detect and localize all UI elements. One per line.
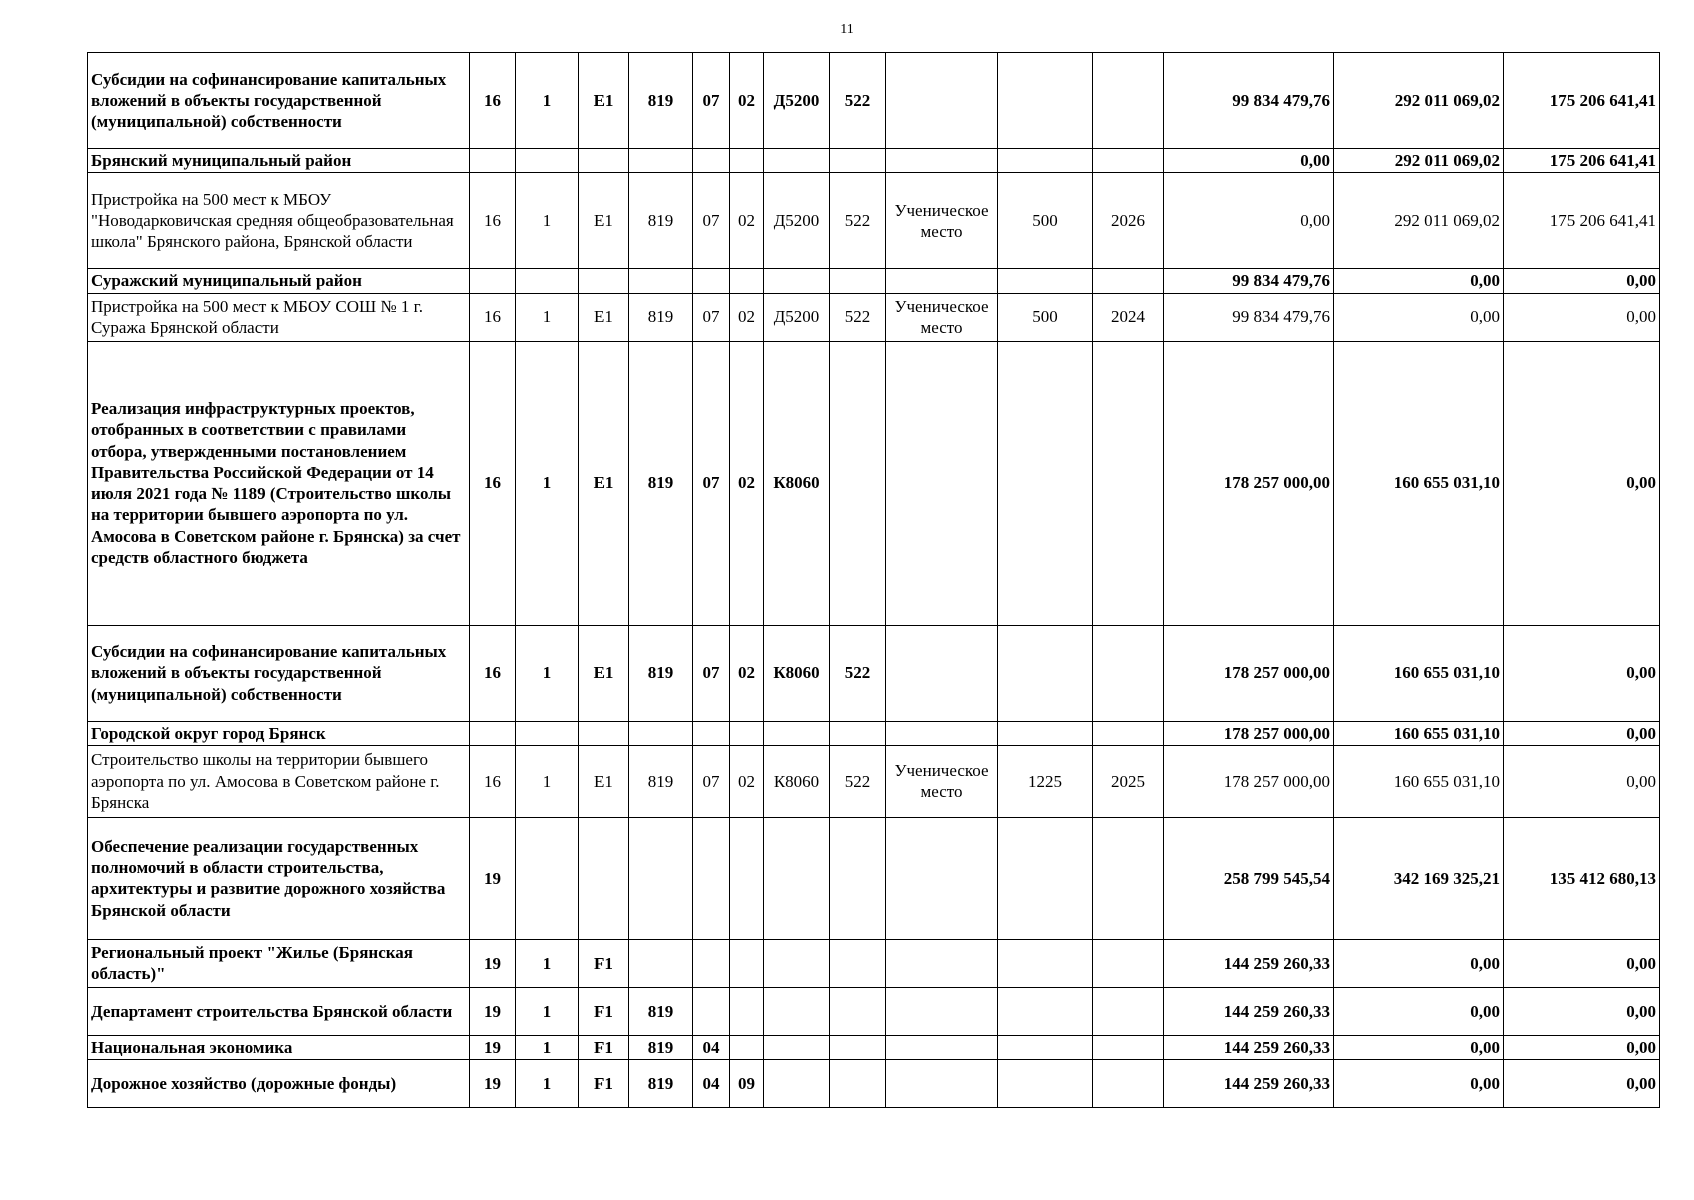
code-section-cell: 07 xyxy=(693,745,730,817)
amount-year-1-cell: 99 834 479,76 xyxy=(1164,53,1334,149)
code-program-cell: 16 xyxy=(470,293,516,341)
code-project-cell: Е1 xyxy=(579,341,629,625)
code-subsection-cell: 02 xyxy=(730,293,764,341)
code-program-cell: 19 xyxy=(470,1035,516,1059)
code-subprogram-cell: 1 xyxy=(516,53,579,149)
capacity-cell xyxy=(998,625,1093,721)
table-row xyxy=(88,1035,1660,1059)
code-ministry-cell xyxy=(629,817,693,939)
code-section-cell xyxy=(693,817,730,939)
amount-year-3-cell: 0,00 xyxy=(1504,721,1660,745)
unit-of-measure-cell xyxy=(886,1035,998,1059)
table-row xyxy=(88,1060,1660,1108)
code-project-cell: Е1 xyxy=(579,745,629,817)
unit-of-measure-cell xyxy=(886,625,998,721)
code-project-cell xyxy=(579,149,629,173)
amount-year-2-cell: 0,00 xyxy=(1334,269,1504,293)
code-program-cell: 16 xyxy=(470,173,516,269)
unit-of-measure-cell xyxy=(886,341,998,625)
table-row xyxy=(88,939,1660,987)
code-subsection-cell: 02 xyxy=(730,53,764,149)
code-subsection-cell xyxy=(730,269,764,293)
row-name-cell: Реализация инфраструктурных проектов, отобранных в соответствии с правилами отбора, утвержденными постановлением Правительства Российской Федерации от 14 июля 2021 года № 1189 (Строительство школы на территории бывшего аэропорта по ул. Амосова в Советском районе г. Брянска) за счет средств областного бюджета xyxy=(88,341,470,625)
amount-year-1-cell: 0,00 xyxy=(1164,173,1334,269)
amount-year-1-cell: 144 259 260,33 xyxy=(1164,1060,1334,1108)
commission-year-cell xyxy=(1093,625,1164,721)
amount-year-1-cell: 178 257 000,00 xyxy=(1164,745,1334,817)
unit-of-measure-cell: Ученическое место xyxy=(886,293,998,341)
unit-of-measure-cell xyxy=(886,721,998,745)
table-row xyxy=(88,987,1660,1035)
row-name-cell: Городской округ город Брянск xyxy=(88,721,470,745)
amount-year-3-cell: 0,00 xyxy=(1504,341,1660,625)
amount-year-1-cell: 178 257 000,00 xyxy=(1164,625,1334,721)
amount-year-2-cell: 160 655 031,10 xyxy=(1334,745,1504,817)
code-subsection-cell: 02 xyxy=(730,625,764,721)
code-target-cell xyxy=(764,987,830,1035)
capacity-cell xyxy=(998,817,1093,939)
code-subprogram-cell: 1 xyxy=(516,173,579,269)
commission-year-cell xyxy=(1093,341,1164,625)
code-section-cell: 04 xyxy=(693,1035,730,1059)
row-name-cell: Департамент строительства Брянской области xyxy=(88,987,470,1035)
capacity-cell xyxy=(998,987,1093,1035)
row-name-cell: Обеспечение реализации государственных полномочий в области строительства, архитектуры и развитие дорожного хозяйства Брянской области xyxy=(88,817,470,939)
code-target-cell: Д5200 xyxy=(764,293,830,341)
code-project-cell xyxy=(579,269,629,293)
amount-year-1-cell: 99 834 479,76 xyxy=(1164,293,1334,341)
capacity-cell xyxy=(998,269,1093,293)
code-subprogram-cell xyxy=(516,269,579,293)
code-project-cell: Е1 xyxy=(579,173,629,269)
code-ministry-cell: 819 xyxy=(629,745,693,817)
amount-year-1-cell: 178 257 000,00 xyxy=(1164,721,1334,745)
table-row xyxy=(88,173,1660,269)
unit-of-measure-cell xyxy=(886,1060,998,1108)
code-ministry-cell xyxy=(629,939,693,987)
code-expense-type-cell xyxy=(830,987,886,1035)
amount-year-2-cell: 160 655 031,10 xyxy=(1334,721,1504,745)
commission-year-cell xyxy=(1093,1035,1164,1059)
code-expense-type-cell xyxy=(830,1060,886,1108)
code-target-cell xyxy=(764,721,830,745)
code-ministry-cell: 819 xyxy=(629,341,693,625)
capacity-cell: 1225 xyxy=(998,745,1093,817)
capacity-cell xyxy=(998,939,1093,987)
unit-of-measure-cell xyxy=(886,269,998,293)
code-ministry-cell: 819 xyxy=(629,173,693,269)
code-subsection-cell xyxy=(730,721,764,745)
row-name-cell: Суражский муниципальный район xyxy=(88,269,470,293)
code-target-cell xyxy=(764,269,830,293)
code-subsection-cell xyxy=(730,987,764,1035)
amount-year-2-cell: 342 169 325,21 xyxy=(1334,817,1504,939)
code-target-cell xyxy=(764,1035,830,1059)
code-program-cell: 19 xyxy=(470,987,516,1035)
code-ministry-cell: 819 xyxy=(629,1060,693,1108)
code-ministry-cell: 819 xyxy=(629,987,693,1035)
amount-year-3-cell: 0,00 xyxy=(1504,1035,1660,1059)
code-target-cell xyxy=(764,1060,830,1108)
code-expense-type-cell xyxy=(830,269,886,293)
table-row xyxy=(88,149,1660,173)
code-project-cell: Е1 xyxy=(579,53,629,149)
amount-year-1-cell: 178 257 000,00 xyxy=(1164,341,1334,625)
commission-year-cell xyxy=(1093,939,1164,987)
code-ministry-cell xyxy=(629,149,693,173)
code-target-cell: К8060 xyxy=(764,341,830,625)
code-subprogram-cell: 1 xyxy=(516,745,579,817)
code-program-cell: 16 xyxy=(470,625,516,721)
capacity-cell xyxy=(998,1035,1093,1059)
code-section-cell: 04 xyxy=(693,1060,730,1108)
unit-of-measure-cell xyxy=(886,987,998,1035)
amount-year-2-cell: 0,00 xyxy=(1334,987,1504,1035)
code-expense-type-cell: 522 xyxy=(830,173,886,269)
code-section-cell xyxy=(693,939,730,987)
code-expense-type-cell: 522 xyxy=(830,53,886,149)
table-row xyxy=(88,817,1660,939)
code-ministry-cell xyxy=(629,269,693,293)
code-target-cell xyxy=(764,817,830,939)
code-project-cell: F1 xyxy=(579,939,629,987)
code-target-cell xyxy=(764,939,830,987)
amount-year-2-cell: 0,00 xyxy=(1334,939,1504,987)
commission-year-cell: 2024 xyxy=(1093,293,1164,341)
commission-year-cell xyxy=(1093,817,1164,939)
amount-year-1-cell: 144 259 260,33 xyxy=(1164,987,1334,1035)
code-subprogram-cell xyxy=(516,817,579,939)
unit-of-measure-cell xyxy=(886,817,998,939)
code-subprogram-cell: 1 xyxy=(516,1060,579,1108)
code-subprogram-cell xyxy=(516,149,579,173)
code-section-cell xyxy=(693,721,730,745)
capacity-cell xyxy=(998,721,1093,745)
amount-year-2-cell: 292 011 069,02 xyxy=(1334,173,1504,269)
amount-year-3-cell: 175 206 641,41 xyxy=(1504,53,1660,149)
amount-year-3-cell: 0,00 xyxy=(1504,269,1660,293)
code-section-cell: 07 xyxy=(693,625,730,721)
code-expense-type-cell: 522 xyxy=(830,625,886,721)
commission-year-cell xyxy=(1093,149,1164,173)
table-row xyxy=(88,341,1660,625)
code-program-cell: 16 xyxy=(470,745,516,817)
capacity-cell xyxy=(998,149,1093,173)
amount-year-2-cell: 0,00 xyxy=(1334,1060,1504,1108)
table-row xyxy=(88,53,1660,149)
commission-year-cell: 2026 xyxy=(1093,173,1164,269)
code-section-cell xyxy=(693,149,730,173)
code-program-cell xyxy=(470,269,516,293)
code-section-cell: 07 xyxy=(693,173,730,269)
code-target-cell xyxy=(764,149,830,173)
code-program-cell: 16 xyxy=(470,341,516,625)
code-subsection-cell: 09 xyxy=(730,1060,764,1108)
amount-year-3-cell: 0,00 xyxy=(1504,745,1660,817)
code-ministry-cell: 819 xyxy=(629,625,693,721)
code-ministry-cell: 819 xyxy=(629,53,693,149)
budget-table xyxy=(87,52,1660,1108)
row-name-cell: Региональный проект "Жилье (Брянская область)" xyxy=(88,939,470,987)
code-program-cell: 19 xyxy=(470,817,516,939)
code-project-cell: F1 xyxy=(579,1035,629,1059)
code-project-cell xyxy=(579,817,629,939)
code-ministry-cell: 819 xyxy=(629,293,693,341)
code-project-cell: Е1 xyxy=(579,625,629,721)
amount-year-2-cell: 160 655 031,10 xyxy=(1334,625,1504,721)
code-expense-type-cell xyxy=(830,341,886,625)
code-ministry-cell xyxy=(629,721,693,745)
amount-year-2-cell: 0,00 xyxy=(1334,293,1504,341)
code-target-cell: Д5200 xyxy=(764,173,830,269)
unit-of-measure-cell: Ученическое место xyxy=(886,173,998,269)
code-expense-type-cell xyxy=(830,1035,886,1059)
table-row xyxy=(88,269,1660,293)
code-project-cell: Е1 xyxy=(579,293,629,341)
unit-of-measure-cell xyxy=(886,939,998,987)
row-name-cell: Субсидии на софинансирование капитальных вложений в объекты государственной (муниципальной) собственности xyxy=(88,625,470,721)
code-subprogram-cell: 1 xyxy=(516,625,579,721)
row-name-cell: Национальная экономика xyxy=(88,1035,470,1059)
table-row xyxy=(88,721,1660,745)
code-target-cell: К8060 xyxy=(764,625,830,721)
code-program-cell: 16 xyxy=(470,53,516,149)
amount-year-3-cell: 0,00 xyxy=(1504,293,1660,341)
code-subprogram-cell: 1 xyxy=(516,1035,579,1059)
row-name-cell: Пристройка на 500 мест к МБОУ "Новодарковичская средняя общеобразовательная школа" Брянского района, Брянской области xyxy=(88,173,470,269)
code-subsection-cell xyxy=(730,1035,764,1059)
unit-of-measure-cell: Ученическое место xyxy=(886,745,998,817)
code-subsection-cell: 02 xyxy=(730,745,764,817)
commission-year-cell xyxy=(1093,721,1164,745)
commission-year-cell: 2025 xyxy=(1093,745,1164,817)
code-project-cell: F1 xyxy=(579,1060,629,1108)
amount-year-2-cell: 0,00 xyxy=(1334,1035,1504,1059)
code-expense-type-cell xyxy=(830,721,886,745)
code-target-cell: Д5200 xyxy=(764,53,830,149)
code-expense-type-cell: 522 xyxy=(830,745,886,817)
code-section-cell: 07 xyxy=(693,341,730,625)
code-subprogram-cell: 1 xyxy=(516,293,579,341)
capacity-cell xyxy=(998,1060,1093,1108)
code-project-cell: F1 xyxy=(579,987,629,1035)
amount-year-3-cell: 0,00 xyxy=(1504,939,1660,987)
code-expense-type-cell xyxy=(830,939,886,987)
code-program-cell xyxy=(470,721,516,745)
capacity-cell: 500 xyxy=(998,293,1093,341)
amount-year-1-cell: 258 799 545,54 xyxy=(1164,817,1334,939)
amount-year-2-cell: 292 011 069,02 xyxy=(1334,53,1504,149)
code-subprogram-cell: 1 xyxy=(516,341,579,625)
capacity-cell xyxy=(998,53,1093,149)
amount-year-1-cell: 0,00 xyxy=(1164,149,1334,173)
code-expense-type-cell xyxy=(830,149,886,173)
code-expense-type-cell xyxy=(830,817,886,939)
code-subsection-cell xyxy=(730,817,764,939)
unit-of-measure-cell xyxy=(886,149,998,173)
amount-year-3-cell: 0,00 xyxy=(1504,1060,1660,1108)
code-target-cell: К8060 xyxy=(764,745,830,817)
unit-of-measure-cell xyxy=(886,53,998,149)
code-program-cell: 19 xyxy=(470,1060,516,1108)
code-subprogram-cell: 1 xyxy=(516,939,579,987)
page-number: 11 xyxy=(840,22,854,37)
code-expense-type-cell: 522 xyxy=(830,293,886,341)
code-program-cell: 19 xyxy=(470,939,516,987)
row-name-cell: Дорожное хозяйство (дорожные фонды) xyxy=(88,1060,470,1108)
code-program-cell xyxy=(470,149,516,173)
code-section-cell: 07 xyxy=(693,53,730,149)
commission-year-cell xyxy=(1093,53,1164,149)
code-project-cell xyxy=(579,721,629,745)
amount-year-2-cell: 292 011 069,02 xyxy=(1334,149,1504,173)
code-subprogram-cell: 1 xyxy=(516,987,579,1035)
capacity-cell xyxy=(998,341,1093,625)
capacity-cell: 500 xyxy=(998,173,1093,269)
row-name-cell: Брянский муниципальный район xyxy=(88,149,470,173)
amount-year-1-cell: 144 259 260,33 xyxy=(1164,1035,1334,1059)
row-name-cell: Субсидии на софинансирование капитальных вложений в объекты государственной (муниципальной) собственности xyxy=(88,53,470,149)
code-subsection-cell: 02 xyxy=(730,341,764,625)
code-section-cell xyxy=(693,987,730,1035)
row-name-cell: Строительство школы на территории бывшего аэропорта по ул. Амосова в Советском районе г. Брянска xyxy=(88,745,470,817)
row-name-cell: Пристройка на 500 мест к МБОУ СОШ № 1 г. Суража Брянской области xyxy=(88,293,470,341)
amount-year-1-cell: 144 259 260,33 xyxy=(1164,939,1334,987)
code-subsection-cell xyxy=(730,939,764,987)
code-subsection-cell xyxy=(730,149,764,173)
code-subsection-cell: 02 xyxy=(730,173,764,269)
amount-year-1-cell: 99 834 479,76 xyxy=(1164,269,1334,293)
code-section-cell xyxy=(693,269,730,293)
table-row xyxy=(88,293,1660,341)
table-row xyxy=(88,745,1660,817)
code-section-cell: 07 xyxy=(693,293,730,341)
commission-year-cell xyxy=(1093,987,1164,1035)
code-subprogram-cell xyxy=(516,721,579,745)
amount-year-3-cell: 175 206 641,41 xyxy=(1504,173,1660,269)
code-ministry-cell: 819 xyxy=(629,1035,693,1059)
amount-year-3-cell: 135 412 680,13 xyxy=(1504,817,1660,939)
amount-year-3-cell: 0,00 xyxy=(1504,625,1660,721)
amount-year-2-cell: 160 655 031,10 xyxy=(1334,341,1504,625)
table-row xyxy=(88,625,1660,721)
amount-year-3-cell: 175 206 641,41 xyxy=(1504,149,1660,173)
amount-year-3-cell: 0,00 xyxy=(1504,987,1660,1035)
commission-year-cell xyxy=(1093,269,1164,293)
commission-year-cell xyxy=(1093,1060,1164,1108)
